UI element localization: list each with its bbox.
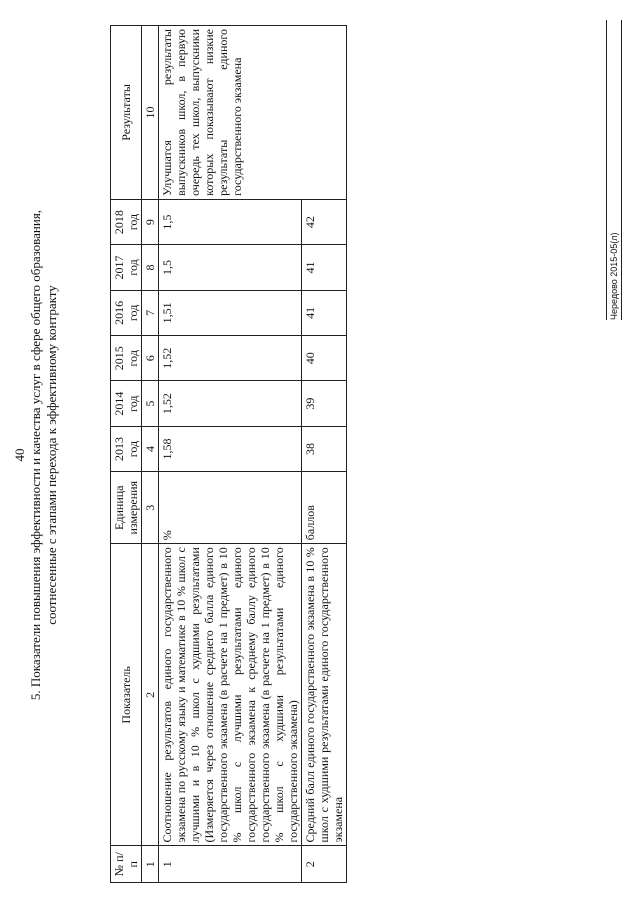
rotated-page [10, 15, 610, 895]
row-indicator: Соотношение результатов единого государственного экзамена по русскому языку и математике в 10 % школ с лучшими и в 10 % школ с худшими результатами (Измеряется через отношение среднего балла единого государственного экзамена (в расчете на 1 предмет) в 10 % школ с лучшими результатами единого государственного экзамена к среднему баллу единого государственного экзамена (в расчете на 1 предмет) в 10 % школ с худшими результатами единого государственного экзамена) [159, 544, 302, 846]
row-value-2015: 40 [302, 336, 347, 381]
header-year-2018: 2018 год [111, 199, 142, 244]
row-value-2014: 1,52 [159, 381, 302, 426]
row-no: 1 [159, 846, 302, 883]
row-indicator: Средний балл единого государственного экзамена в 10 % школ с худшими результатами единого государственного экзамена [302, 544, 347, 846]
row-value-2018: 42 [302, 199, 347, 244]
stamp-text: Чередово 2015-05(л) [609, 232, 619, 320]
row-value-2016: 1,51 [159, 290, 302, 335]
header-results: Результаты [111, 26, 142, 200]
col-number: 6 [142, 336, 159, 381]
row-unit: % [159, 472, 302, 544]
row-value-2017: 41 [302, 245, 347, 290]
col-number: 4 [142, 426, 159, 471]
row-value-2014: 39 [302, 381, 347, 426]
col-number: 1 [142, 846, 159, 883]
header-year-2015: 2015 год [111, 336, 142, 381]
row-value-2013: 38 [302, 426, 347, 471]
indicators-table [110, 25, 347, 883]
header-indicator: Показатель [111, 544, 142, 846]
col-number: 9 [142, 199, 159, 244]
column-number-row [142, 26, 159, 883]
row-value-2016: 41 [302, 290, 347, 335]
col-number: 2 [142, 544, 159, 846]
header-year-2017: 2017 год [111, 245, 142, 290]
row-value-2018: 1,5 [159, 199, 302, 244]
page-title [28, 15, 60, 895]
row-unit: баллов [302, 472, 347, 544]
header-year-2014: 2014 год [111, 381, 142, 426]
col-number: 7 [142, 290, 159, 335]
header-no: № п/п [111, 846, 142, 883]
row-value-2015: 1,52 [159, 336, 302, 381]
document-stamp [606, 20, 622, 320]
col-number: 10 [142, 26, 159, 200]
row-value-2017: 1,5 [159, 245, 302, 290]
row-no: 2 [302, 846, 347, 883]
row-result: Улучшатся результаты выпускников школ, в первую очередь тех школ, выпускники которых показывают низкие результаты единого государственного экзамена [159, 26, 347, 200]
title-line-1: 5. Показатели повышения эффективности и качества услуг в сфере общего образования, [28, 209, 43, 701]
col-number: 8 [142, 245, 159, 290]
header-row [111, 26, 142, 883]
header-unit: Единица измерения [111, 472, 142, 544]
header-year-2016: 2016 год [111, 290, 142, 335]
table-row [159, 26, 302, 883]
col-number: 3 [142, 472, 159, 544]
title-line-2: соотнесенные с этапами перехода к эффективному контракту [44, 285, 59, 625]
page-number: 40 [12, 448, 27, 462]
header-year-2013: 2013 год [111, 426, 142, 471]
col-number: 5 [142, 381, 159, 426]
row-value-2013: 1,58 [159, 426, 302, 471]
